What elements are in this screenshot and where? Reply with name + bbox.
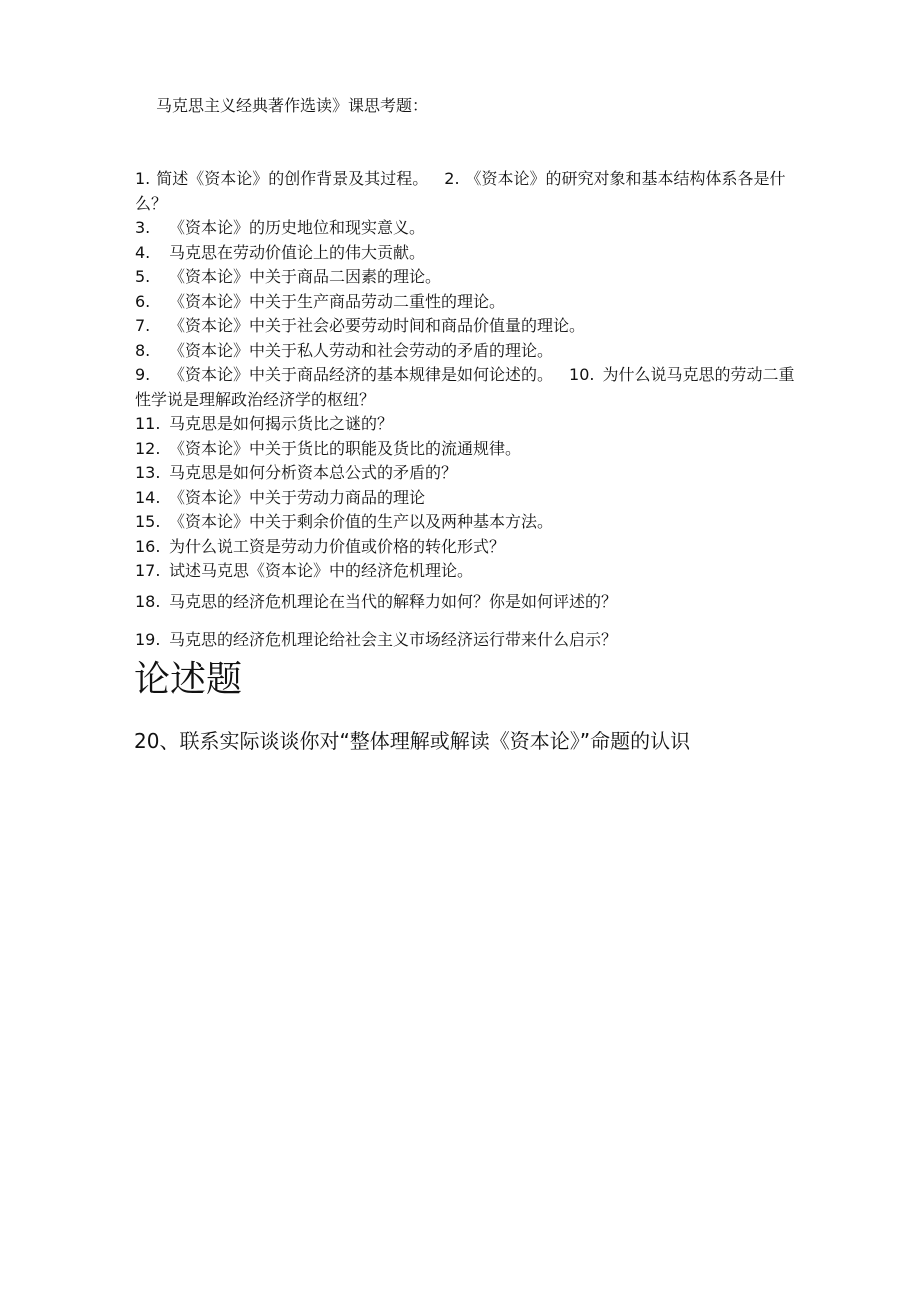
question-text: 《资本论》中关于社会必要劳动时间和商品价值量的理论。 [169,316,586,335]
question-number: 6. [135,291,151,311]
question-text: 《资本论》的历史地位和现实意义。 [169,218,426,237]
question-number: 5. [135,267,151,286]
question-item [135,559,800,584]
essay-question: 20、联系实际谈谈你对“整体理解或解读《资本论》”命题的认识 [134,729,691,753]
question-number: 1. [135,169,151,188]
question-item [135,412,800,437]
question-number: 18. [135,591,161,611]
question-item [135,628,800,653]
question-number: 7. [135,316,151,335]
question-text: 《资本论》的研究对象和基本结构体系各是什么？ [135,169,786,213]
question-text: 试述马克思《资本论》中的经济危机理论。 [169,561,474,580]
question-number: 12. [135,438,161,458]
question-number: 10. [569,365,595,384]
question-number: 2. [444,169,460,188]
question-number: 13. [135,463,161,482]
question-number: 8. [135,340,151,360]
question-item [135,265,800,290]
question-text: 简述《资本论》的创作背景及其过程。 [156,169,429,188]
question-text: 《资本论》中关于生产商品劳动二重性的理论。 [169,291,506,311]
question-text: 马克思在劳动价值论上的伟大贡献。 [169,242,426,262]
question-item [135,590,800,615]
question-text: 马克思是如何揭示货比之谜的？ [169,414,394,433]
question-text: 《资本论》中关于私人劳动和社会劳动的矛盾的理论。 [169,340,554,360]
question-number: 3. [135,218,151,237]
question-item [135,461,800,486]
question-number: 19. [135,630,161,649]
question-text: 为什么说工资是劳动力价值或价格的转化形式？ [169,536,506,556]
question-number: 9. [135,365,151,384]
question-item [135,339,800,364]
question-item [135,290,800,315]
question-item [135,167,800,216]
question-item [135,363,800,412]
question-list [135,167,800,653]
question-text: 《资本论》中关于商品经济的基本规律是如何论述的。 [169,365,554,384]
question-number: 4. [135,242,151,262]
question-item [135,314,800,339]
question-number: 14. [135,487,161,507]
document-title: 马克思主义经典著作选读》课思考题： [156,96,429,115]
question-item [135,510,800,535]
question-number: 17. [135,561,161,580]
question-item [135,437,800,462]
question-text: 《资本论》中关于劳动力商品的理论 [169,487,426,507]
question-item [135,486,800,511]
question-item [135,535,800,560]
question-text: 为什么说马克思的劳动二重性学说是理解政治经济学的枢纽？ [135,365,795,409]
question-number: 16. [135,536,161,556]
question-text: 马克思是如何分析资本总公式的矛盾的？ [169,463,458,482]
question-text: 马克思的经济危机理论在当代的解释力如何？你是如何评述的？ [169,591,618,611]
question-item [135,241,800,266]
question-text: 《资本论》中关于货比的职能及货比的流通规律。 [169,438,522,458]
section-heading: 论述题 [134,659,243,700]
question-text: 《资本论》中关于剩余价值的生产以及两种基本方法。 [169,512,554,531]
question-number: 11. [135,414,161,433]
question-text: 《资本论》中关于商品二因素的理论。 [169,267,442,286]
question-number: 15. [135,512,161,531]
question-item [135,216,800,241]
question-text: 马克思的经济危机理论给社会主义市场经济运行带来什么启示？ [169,630,618,649]
